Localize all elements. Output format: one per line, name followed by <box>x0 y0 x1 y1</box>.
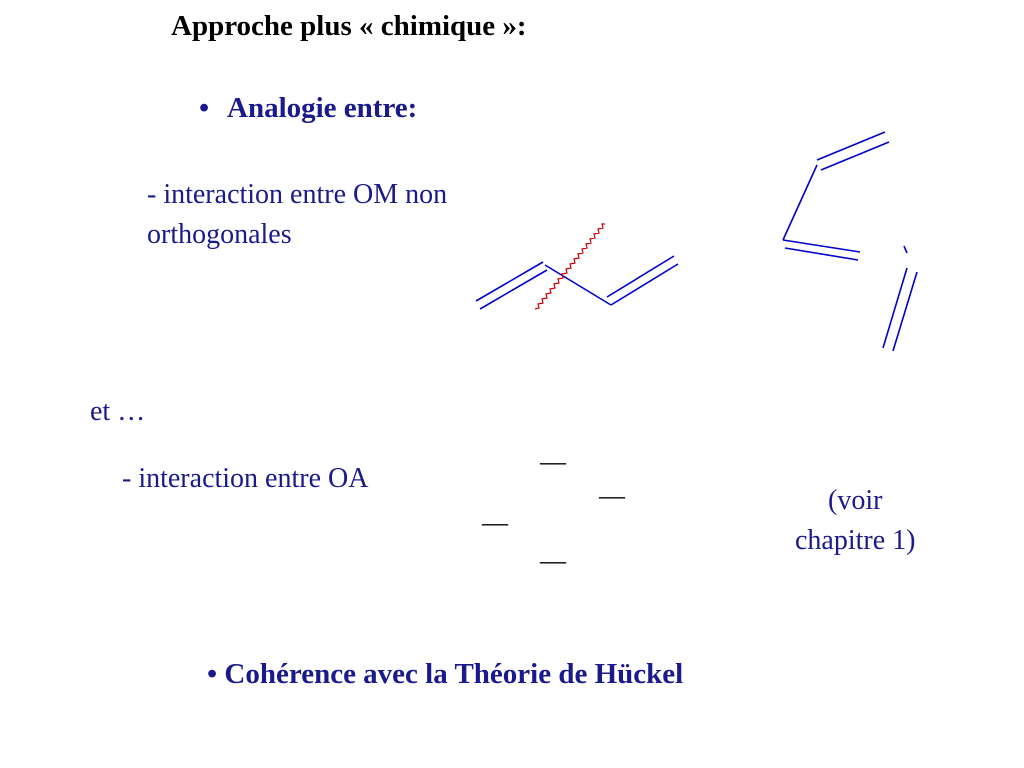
bond-line <box>883 268 907 348</box>
open-chain-diagram <box>783 132 917 351</box>
bond-line <box>611 264 678 305</box>
om-interaction-line2: orthogonales <box>147 219 292 250</box>
et-text: et … <box>90 396 146 427</box>
bond-line <box>817 132 885 160</box>
bond-line <box>893 272 917 351</box>
butadiene-trans-diagram <box>476 256 678 309</box>
bond-line <box>904 246 907 253</box>
reference-line2: chapitre 1) <box>795 525 916 556</box>
bond-line <box>783 165 817 240</box>
bullet-marker: • <box>199 92 210 124</box>
slide-title: Approche plus « chimique »: <box>171 10 527 42</box>
om-interaction-line1: - interaction entre OM non <box>147 179 448 210</box>
energy-level-2: — <box>599 481 625 510</box>
energy-level-4: — <box>540 546 566 575</box>
wavy-bond <box>535 224 605 309</box>
bond-line <box>821 142 889 170</box>
energy-level-1: — <box>540 447 566 476</box>
reference-line1: (voir <box>828 485 883 516</box>
bullet-analogie-label: Analogie entre: <box>227 92 418 124</box>
bullet-huckel: • Cohérence avec la Théorie de Hückel <box>207 658 684 690</box>
bond-line <box>607 256 674 297</box>
bond-line <box>545 265 611 305</box>
bond-line <box>480 270 547 309</box>
energy-level-3: — <box>482 508 508 537</box>
bond-line <box>476 262 543 301</box>
oa-interaction-text: - interaction entre OA <box>122 463 369 494</box>
